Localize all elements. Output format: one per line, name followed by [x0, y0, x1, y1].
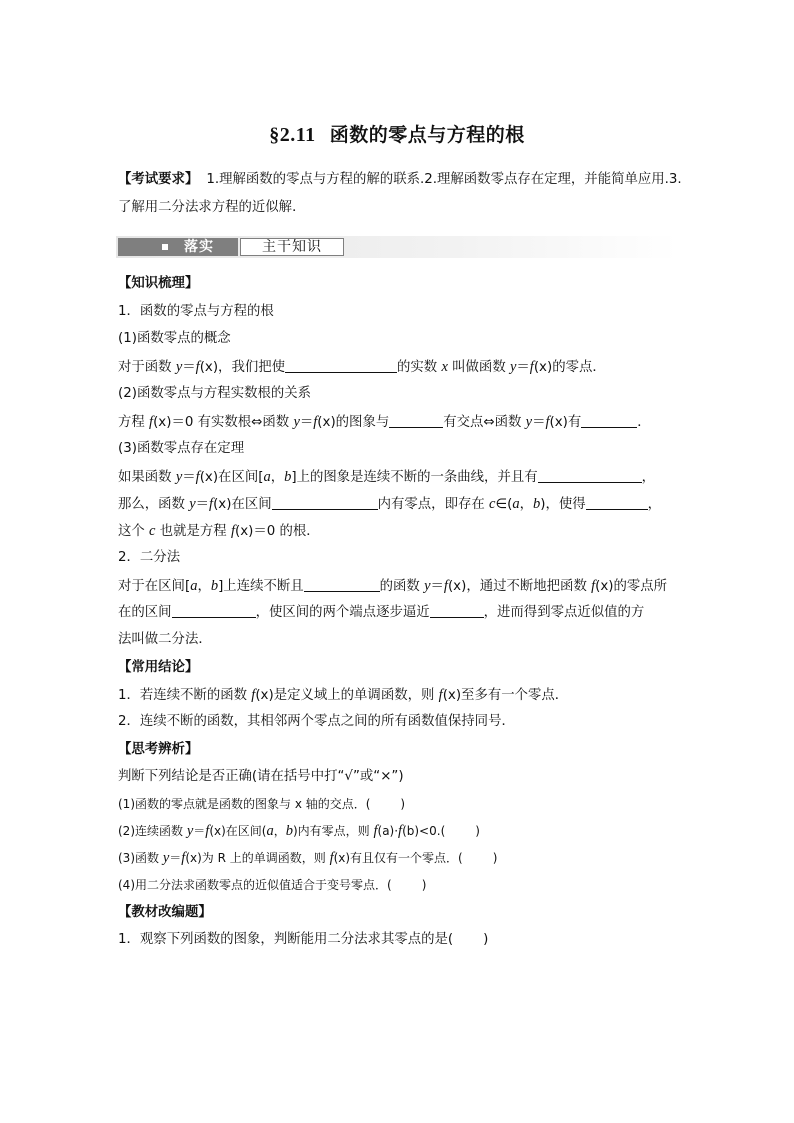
- text: ＝: [430, 579, 444, 594]
- text: 叫做函数: [447, 360, 510, 375]
- text: ．: [637, 415, 651, 430]
- math: f: [149, 414, 154, 430]
- math: f: [529, 359, 534, 375]
- text: ): [400, 797, 406, 811]
- knowledge-line-3: [118, 467, 678, 488]
- text: (x)为 R 上的单调函数，则: [185, 851, 330, 865]
- knowledge-line-7: [118, 603, 678, 623]
- banner-dark-label: 落实: [184, 239, 214, 255]
- knowledge-s1-3: (3)函数零点存在定理: [118, 441, 245, 456]
- text: ，: [273, 824, 286, 838]
- text: (x)至多有一个零点．: [442, 688, 569, 703]
- knowledge-line-5: [118, 521, 678, 542]
- question-2: [118, 821, 678, 841]
- text: (a)·: [377, 824, 399, 838]
- math: y: [293, 414, 300, 430]
- math: x: [441, 359, 448, 375]
- knowledge-s1-1: (1)函数零点的概念: [118, 331, 231, 346]
- text: 有交点⇔函数: [443, 415, 526, 430]
- question-3: [118, 848, 678, 868]
- requirements-line-2: 了解用二分法求方程的近似解．: [118, 200, 306, 215]
- text: (x)有且仅有一个零点．(: [333, 851, 463, 865]
- text: (2)连续函数: [118, 824, 187, 838]
- text: ＝: [195, 497, 210, 512]
- requirements-text-1: 1.理解函数的零点与方程的解的联系.2.理解函数零点存在定理，并能简单应用.3.: [206, 172, 682, 187]
- math: b: [210, 578, 219, 594]
- math: y: [424, 578, 431, 594]
- text: 如果函数: [118, 470, 176, 485]
- text: (b)<0.(: [402, 824, 446, 838]
- math: c: [149, 523, 156, 539]
- page-title: [0, 120, 794, 147]
- text: (x)，通过不断地把函数: [447, 579, 592, 594]
- text: ): [475, 824, 480, 838]
- math: a: [263, 469, 271, 485]
- knowledge-s1: 1．函数的零点与方程的根: [118, 304, 274, 319]
- math: b: [532, 496, 541, 512]
- text: (x)在区间: [213, 497, 272, 512]
- math: f: [373, 823, 378, 839]
- section-banner: [116, 236, 678, 258]
- square-bullet-icon: [162, 244, 168, 250]
- text: ，: [647, 497, 662, 512]
- conclusions-heading: 【常用结论】: [118, 660, 199, 675]
- text: (1)函数的零点就是函数的图象与 x 轴的交点．(: [118, 797, 371, 811]
- math: a: [512, 496, 520, 512]
- text: ，: [197, 579, 211, 594]
- text: (x)在区间[: [199, 470, 264, 485]
- text: (x)的零点所: [595, 579, 668, 594]
- textbook-heading: 【教材改编题】: [118, 905, 212, 920]
- text: ，: [519, 497, 533, 512]
- section-number: §2.11: [269, 124, 316, 146]
- text: ]上连续不断且: [218, 579, 304, 594]
- math: b: [285, 823, 293, 839]
- banner-light-label: 主干知识: [262, 239, 322, 255]
- thinking-intro: 判断下列结论是否正确(请在括号中打“√”或“×”): [118, 769, 404, 784]
- text: 对于函数: [118, 360, 176, 375]
- requirements-line-1: [118, 170, 682, 190]
- banner-dark-tab: [118, 238, 238, 256]
- text: 的实数: [397, 360, 442, 375]
- text: 也就是方程: [155, 524, 231, 539]
- text: ＝: [299, 415, 314, 430]
- knowledge-heading: 【知识梳理】: [118, 276, 199, 291]
- knowledge-line-1: [118, 357, 678, 378]
- math: y: [189, 496, 196, 512]
- text: (3)函数: [118, 851, 163, 865]
- text: ): [483, 932, 489, 947]
- math: f: [591, 578, 596, 594]
- text: ，: [641, 470, 656, 485]
- math: f: [195, 359, 200, 375]
- fill-blank: [586, 495, 648, 510]
- text: ，进而得到零点近似值的方: [483, 605, 645, 620]
- math: y: [175, 359, 183, 375]
- question-4: [118, 875, 678, 895]
- math: f: [398, 823, 403, 839]
- knowledge-s2: 2．二分法: [118, 550, 181, 565]
- text: ＝: [532, 415, 546, 430]
- fill-blank: [538, 468, 642, 483]
- text: (4)用二分法求函数零点的近似值适合于变号零点．(: [118, 878, 392, 892]
- math: f: [209, 496, 214, 512]
- fill-blank: [430, 603, 484, 618]
- text: ): [492, 851, 498, 865]
- math: f: [195, 469, 200, 485]
- math: y: [525, 414, 533, 430]
- math: f: [230, 523, 235, 539]
- math: f: [443, 578, 448, 594]
- text: ＝: [182, 470, 196, 485]
- text: (x)＝0 有实数根⇔函数: [153, 415, 294, 430]
- math: f: [251, 687, 256, 703]
- text: ＝: [516, 360, 530, 375]
- text: (x)是定义域上的单调函数，则: [255, 688, 439, 703]
- math: f: [313, 414, 318, 430]
- knowledge-s1-2: (2)函数零点与方程实数根的关系: [118, 386, 312, 401]
- math: a: [266, 823, 274, 839]
- fill-blank: [285, 358, 397, 373]
- text: )，使得: [540, 497, 586, 512]
- textbook-problem-1: [118, 930, 678, 950]
- text: ＝: [182, 360, 196, 375]
- conclusion-2: 2．连续不断的函数，其相邻两个零点之间的所有函数值保持同号．: [118, 714, 515, 729]
- text: 在的区间: [118, 605, 172, 620]
- text: (x)的零点．: [533, 360, 606, 375]
- text: (x)＝0 的根．: [234, 524, 320, 539]
- text: (x)在区间(: [209, 824, 267, 838]
- text: 内有零点，即存在: [377, 497, 490, 512]
- text: ): [421, 878, 427, 892]
- text: (x)的图象与: [317, 415, 390, 430]
- math: y: [186, 823, 194, 839]
- text: 1．若连续不断的函数: [118, 688, 252, 703]
- text: 方程: [118, 415, 150, 430]
- math: b: [284, 469, 292, 485]
- math: a: [190, 578, 198, 594]
- knowledge-line-6: [118, 576, 678, 597]
- fill-blank: [389, 413, 443, 428]
- requirements-label: 【考试要求】: [118, 172, 199, 187]
- text: ＝: [193, 824, 206, 838]
- text: 对于在区间[: [118, 579, 191, 594]
- conclusion-1: [118, 685, 678, 706]
- math: f: [181, 850, 186, 866]
- question-1: [118, 794, 678, 814]
- section-title: 函数的零点与方程的根: [329, 124, 525, 146]
- text: (x)，我们把使: [199, 360, 286, 375]
- text: 1．观察下列函数的图象，判断能用二分法求其零点的是(: [118, 932, 454, 947]
- text: ，使区间的两个端点逐步逼近: [255, 605, 430, 620]
- math: y: [509, 359, 517, 375]
- knowledge-line-4: [118, 494, 678, 515]
- text: ＝: [169, 851, 182, 865]
- fill-blank: [581, 413, 637, 428]
- text: )内有零点，则: [292, 824, 374, 838]
- math: c: [489, 496, 496, 512]
- math: f: [205, 823, 210, 839]
- knowledge-line-8: 法叫做二分法．: [118, 632, 212, 647]
- text: ]上的图象是连续不断的一条曲线，并且有: [291, 470, 538, 485]
- math: f: [438, 687, 443, 703]
- text: 的函数: [379, 579, 425, 594]
- banner-light-tab: [240, 238, 344, 256]
- text: ∈(: [495, 497, 513, 512]
- text: 这个: [118, 524, 150, 539]
- thinking-heading: 【思考辨析】: [118, 742, 199, 757]
- text: (x)有: [549, 415, 582, 430]
- text: ，: [270, 470, 285, 485]
- math: y: [175, 469, 183, 485]
- fill-blank: [304, 577, 380, 592]
- knowledge-line-2: [118, 412, 678, 433]
- math: f: [329, 850, 334, 866]
- fill-blank: [172, 603, 256, 618]
- text: 那么，函数: [118, 497, 190, 512]
- math: f: [545, 414, 550, 430]
- math: y: [162, 850, 170, 866]
- fill-blank: [272, 495, 378, 510]
